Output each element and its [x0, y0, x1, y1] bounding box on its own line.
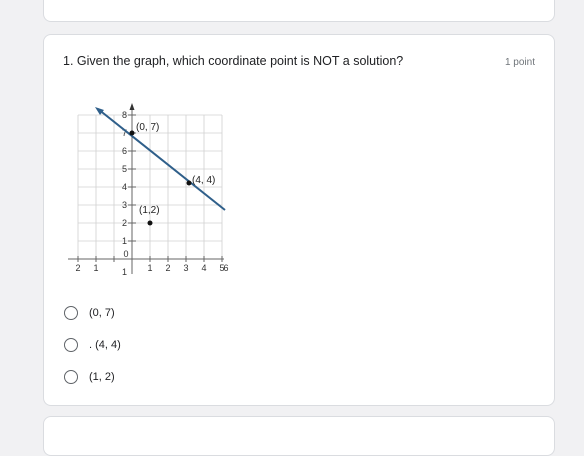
option-label: (0, 7) [89, 307, 115, 319]
y-tick-6: 6 [121, 146, 127, 156]
y-tick-neg1: 1 [121, 267, 127, 277]
x-tick-5: 5 [219, 263, 225, 273]
x-tick-1: 1 [147, 263, 153, 273]
y-axis-arrow [130, 103, 135, 110]
question-title: 1. Given the graph, which coordinate point is NOT a solution? [63, 54, 404, 68]
y-tick-4: 4 [121, 182, 127, 192]
coordinate-graph [68, 99, 228, 279]
y-tick-3: 3 [121, 200, 127, 210]
x-tick-4: 4 [201, 263, 207, 273]
label-point-0-7: (0, 7) [136, 122, 160, 133]
previous-question-card [43, 0, 555, 22]
x-tick-6: 6 [223, 263, 229, 273]
x-tick-0: 0 [123, 249, 129, 259]
y-tick-7: 7 [121, 128, 127, 138]
graph-line [98, 109, 225, 210]
x-tick-2: 2 [165, 263, 171, 273]
radio-circle-icon[interactable] [64, 370, 78, 384]
x-tick-3: 3 [183, 263, 189, 273]
option-label: . (4, 4) [89, 339, 121, 351]
question-card [43, 34, 555, 406]
point-4-4 [187, 181, 192, 186]
y-tick-2: 2 [121, 218, 127, 228]
x-tick-neg2: 2 [75, 263, 81, 273]
option-0-7[interactable] [64, 297, 121, 329]
grid [78, 115, 222, 259]
label-point-4-4: (4, 4) [192, 175, 216, 186]
radio-circle-icon[interactable] [64, 338, 78, 352]
answer-options [64, 297, 121, 393]
label-point-1-2: (1,2) [139, 205, 160, 216]
y-tick-1: 1 [121, 236, 127, 246]
option-1-2[interactable] [64, 361, 121, 393]
option-4-4[interactable] [64, 329, 121, 361]
x-tick-neg1: 1 [93, 263, 99, 273]
option-label: (1, 2) [89, 371, 115, 383]
next-question-card [43, 416, 555, 456]
point-1-2 [148, 221, 153, 226]
y-tick-8: 8 [121, 110, 127, 120]
point-0-7 [130, 131, 135, 136]
question-points: 1 point [504, 57, 535, 68]
y-tick-5: 5 [121, 164, 127, 174]
radio-circle-icon[interactable] [64, 306, 78, 320]
